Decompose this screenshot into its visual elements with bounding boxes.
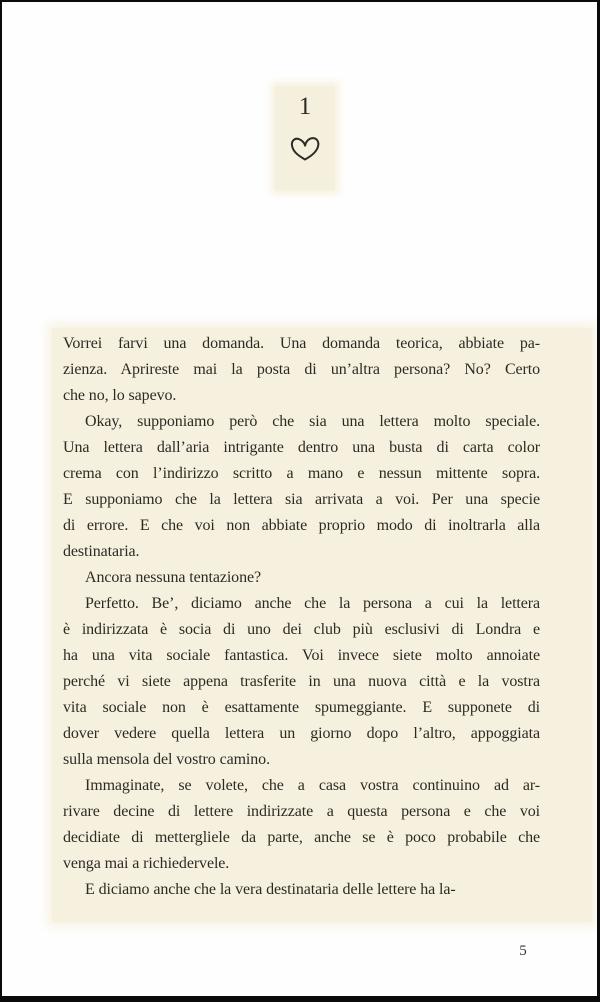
text-line: Perfetto. Be’, diciamo anche che la persona a cui la lettera xyxy=(85,595,540,612)
text-line: zienza. Aprireste mai la posta di un’altra persona? No? Certo xyxy=(63,361,540,378)
text-line: E diciamo anche che la vera destinataria delle lettere ha la- xyxy=(85,881,456,898)
text-line: Okay, supponiamo però che sia una lettera molto speciale. xyxy=(85,413,540,430)
text-line: è indirizzata è socia di uno dei club più esclusivi di Londra e xyxy=(63,621,540,638)
text-line: destinataria. xyxy=(63,543,140,560)
text-line: Immaginate, se volete, che a casa vostra continuino ad ar- xyxy=(85,777,540,794)
text-line: di errore. E che voi non abbiate proprio modo di inoltrarla alla xyxy=(63,517,540,534)
chapter-number: 1 xyxy=(298,93,312,120)
text-line: perché vi siete appena trasferite in una nuova città e la vostra xyxy=(63,673,540,690)
text-line: E supponiamo che la lettera sia arrivata a voi. Per una specie xyxy=(63,491,540,508)
body-text xyxy=(63,331,540,903)
text-line: ha una vita sociale fantastica. Voi invece siete molto annoiate xyxy=(63,647,540,664)
chapter-heading xyxy=(275,86,335,190)
text-line: crema con l’indirizzo scritto a mano e nessun mittente sopra. xyxy=(63,465,540,482)
text-line: Vorrei farvi una domanda. Una domanda teorica, abbiate pa- xyxy=(63,335,540,352)
text-line: sulla mensola del vostro camino. xyxy=(63,751,270,768)
heart-icon xyxy=(288,134,322,163)
text-line: decidiate di mettergliele da parte, anche se è poco probabile che xyxy=(63,829,540,846)
text-line: vita sociale non è esattamente spumeggiante. E supponete di xyxy=(63,699,540,716)
text-line: che no, lo sapevo. xyxy=(63,387,177,404)
text-line: Ancora nessuna tentazione? xyxy=(85,569,261,586)
text-line: Una lettera dall’aria intrigante dentro una busta di carta color xyxy=(63,439,540,456)
text-line: rivare decine di lettere indirizzate a questa persona e che voi xyxy=(63,803,540,820)
text-line: dover vedere quella lettera un giorno dopo l’altro, appoggiata xyxy=(63,725,540,742)
text-line: venga mai a richiedervele. xyxy=(63,855,230,872)
page-number: 5 xyxy=(519,943,527,959)
